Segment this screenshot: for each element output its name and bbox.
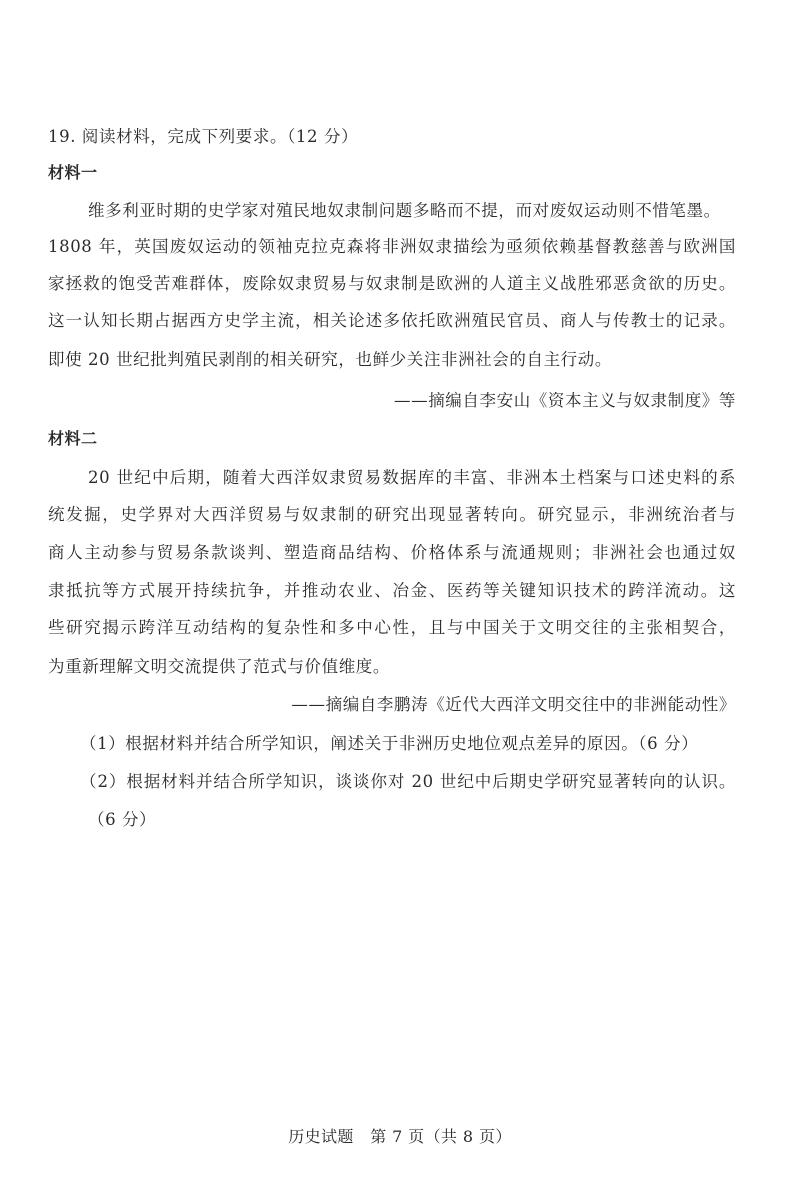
material-2-line-2: 统发掘，史学界对大西洋贸易与奴隶制的研究出现显著转向。研究显示，非洲统治者与 bbox=[48, 505, 736, 524]
material-1-line-3: 家拯救的饱受苦难群体，废除奴隶贸易与奴隶制是欧洲的人道主义战胜邪恶贪欲的历史。 bbox=[48, 274, 736, 293]
task-2-score: （6 分） bbox=[88, 810, 157, 829]
material-2-line-3: 商人主动参与贸易条款谈判、塑造商品结构、价格体系与流通规则；非洲社会也通过奴 bbox=[48, 543, 736, 562]
material-1-line-2: 1808 年，英国废奴运动的领袖克拉克森将非洲奴隶描绘为亟须依赖基督教慈善与欧洲国 bbox=[48, 237, 736, 256]
material-2-line-1: 20 世纪中后期，随着大西洋奴隶贸易数据库的丰富、非洲本土档案与口述史料的系 bbox=[88, 468, 736, 487]
material-1-line-1: 维多利亚时期的史学家对殖民地奴隶制问题多略而不提，而对废奴运动则不惜笔墨。 bbox=[88, 201, 721, 220]
material-1-line-5: 即使 20 世纪批判殖民剥削的相关研究，也鲜少关注非洲社会的自主行动。 bbox=[48, 350, 612, 369]
material-2-source: ——摘编自李鹏涛《近代大西洋文明交往中的非洲能动性》 bbox=[291, 695, 736, 714]
material-1-line-4: 这一认知长期占据西方史学主流，相关论述多依托欧洲殖民官员、商人与传教士的记录。 bbox=[48, 311, 736, 330]
material-2-line-5: 些研究揭示跨洋互动结构的复杂性和多中心性，且与中国关于文明交往的主张相契合， bbox=[48, 618, 736, 637]
question-title: 19. 阅读材料，完成下列要求。（12 分） bbox=[48, 127, 359, 146]
material-2-label: 材料二 bbox=[48, 429, 98, 448]
task-1: （1）根据材料并结合所学知识，阐述关于非洲历史地位观点差异的原因。（6 分） bbox=[80, 734, 699, 753]
material-2-line-4: 隶抵抗等方式展开持续抗争，并推动农业、冶金、医药等关键知识技术的跨洋流动。这 bbox=[48, 581, 736, 600]
material-1-source: ——摘编自李安山《资本主义与奴隶制度》等 bbox=[394, 391, 736, 410]
page-footer: 历史试题 第 7 页（共 8 页） bbox=[288, 1127, 512, 1146]
material-1-label: 材料一 bbox=[48, 163, 98, 182]
material-2-line-6: 为重新理解文明交流提供了范式与价值维度。 bbox=[48, 657, 390, 676]
task-2: （2）根据材料并结合所学知识，谈谈你对 20 世纪中后期史学研究显著转向的认识。 bbox=[80, 772, 736, 791]
